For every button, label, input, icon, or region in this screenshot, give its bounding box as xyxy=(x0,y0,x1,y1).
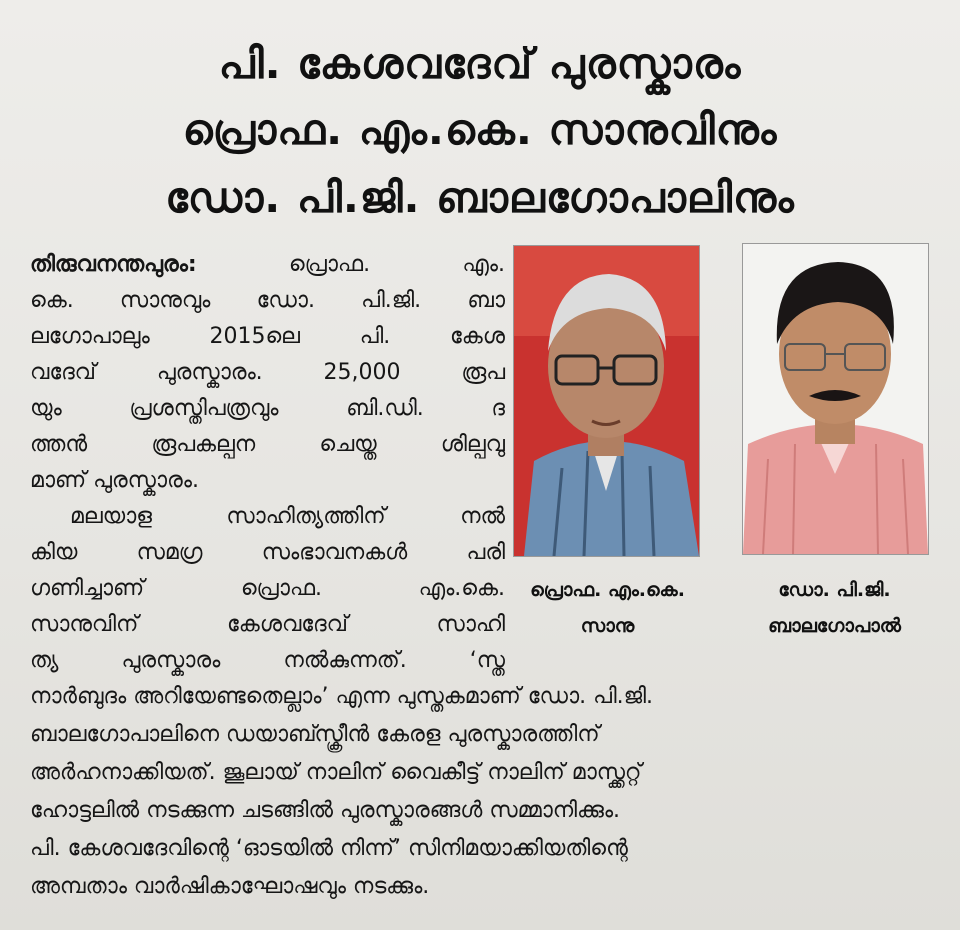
headline-line-3: ഡോ. പി.ജി. ബാലഗോപാലിനും xyxy=(165,173,795,222)
article-line: യും പ്രശസ്തിപത്രവും ബി.ഡി. ദ xyxy=(30,396,505,421)
portrait-photo-balagopal xyxy=(742,243,929,555)
article-line: ത്യ പുരസ്കാരം നൽകുന്നത്. ‘സ്ത xyxy=(30,648,505,673)
article-line: അമ്പതാം വാർഷികാഘോഷവും നടക്കും. xyxy=(30,874,430,899)
portrait-illustration xyxy=(743,244,928,554)
article-line: മാണ് പുരസ്കാരം. xyxy=(30,468,199,493)
article-line: ഗണിച്ചാണ് പ്രൊഫ. എം.കെ. xyxy=(30,576,505,601)
caption-line: ബാലഗോപാൽ xyxy=(768,615,901,637)
caption-line: ഡോ. പി.ജി. xyxy=(778,579,891,601)
article-line: ലഗോപാലും 2015ലെ പി. കേശ xyxy=(30,324,505,349)
article-line: കിയ സമഗ്ര സംഭാവനകൾ പരി xyxy=(30,540,505,565)
article-line: മലയാള സാഹിത്യത്തിന് നൽ xyxy=(70,504,505,529)
article-line: സാനുവിന് കേശവദേവ് സാഹി xyxy=(30,612,505,637)
article-line: പി. കേശവദേവിന്റെ ‘ഓടയിൽ നിന്ന്’ സിനിമയാക്കിയതിന്റെ xyxy=(30,836,628,861)
headline-line-1: പി. കേശവദേവ് പുരസ്കാരം xyxy=(218,39,742,88)
dateline: തിരുവനന്തപുരം: xyxy=(30,252,197,277)
photo-caption-left xyxy=(510,572,705,644)
article-line-text: പ്രൊഫ. എം. xyxy=(196,252,505,277)
article-line: ബാലഗോപാലിനെ ഡയാബ്സ്ക്രീൻ കേരള പുരസ്കാരത്തിന് xyxy=(30,722,600,747)
article-line: അർഹനാക്കിയത്. ജൂലായ് നാലിന് വൈകീട്ട് നാലിന് മാസ്ക്കറ്റ് xyxy=(30,760,642,785)
article-line: ഹോട്ടലിൽ നടക്കുന്ന ചടങ്ങിൽ പുരസ്കാരങ്ങൾ സമ്മാനിക്കും. xyxy=(30,798,621,823)
article-line: ത്തൻ രൂപകല്പന ചെയ്ത ശില്പവു xyxy=(30,432,505,457)
photo-caption-right xyxy=(737,572,932,644)
article-line: നാർബുദം അറിയേണ്ടതെല്ലാം’ എന്ന പുസ്തകമാണ് ഡോ. പി.ജി. xyxy=(30,684,654,709)
portrait-photo-sanu xyxy=(513,245,700,557)
caption-line: പ്രൊഫ. എം.കെ. xyxy=(530,579,685,601)
headline-line-2: പ്രൊഫ. എം.കെ. സാനുവിനും xyxy=(182,105,778,154)
article-line: കെ. സാനുവും ഡോ. പി.ജി. ബാ xyxy=(30,288,505,313)
caption-line: സാനു xyxy=(580,615,635,637)
article-line: വദേവ് പുരസ്കാരം. 25,000 രൂപ xyxy=(30,360,505,385)
portrait-illustration xyxy=(514,246,699,556)
article-line xyxy=(30,247,505,282)
